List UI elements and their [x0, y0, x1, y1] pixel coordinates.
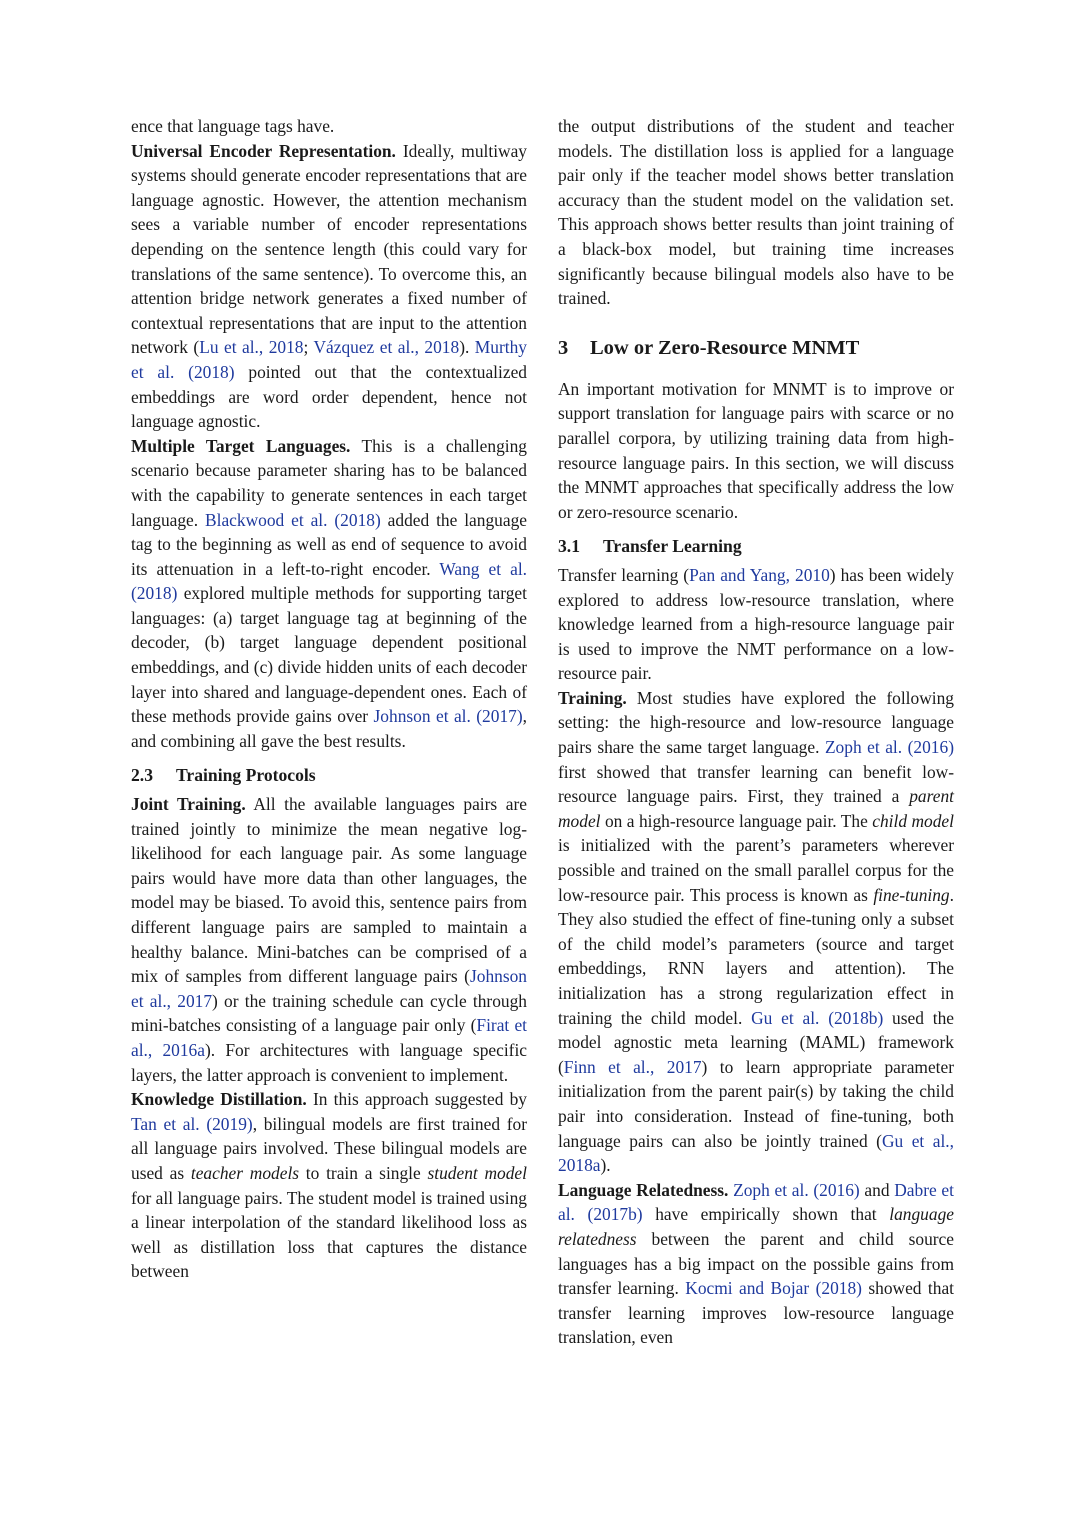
citation-link[interactable]: Lu et al., 2018	[199, 337, 304, 358]
citation-link[interactable]: Zoph et al. (2016)	[824, 737, 954, 758]
citation-link[interactable]: Murthy et al. (2018)	[131, 337, 527, 382]
citation-link[interactable]: Johnson et al. (2017)	[373, 706, 523, 727]
section-heading-2-3: 2.3 Training Protocols	[131, 765, 316, 786]
citation-link[interactable]: Finn et al., 2017	[563, 1056, 702, 1077]
citation-link[interactable]: Vázquez et al., 2018	[313, 337, 460, 358]
citation-link[interactable]: Firat et al., 2016a	[131, 1015, 527, 1060]
paragraph-knowledge-distillation: Knowledge Distillation. In this approach suggested by Tan et al. (2019), bilingual models are first trained for all language pairs involved. These bilingual models are used as teacher models to train a single student model for all language pairs. The student model is trained using a linear interpolation of the standard likelihood loss as well as distillation loss that captures the distance between	[131, 1089, 528, 1282]
run-in-heading: Training.	[558, 687, 627, 708]
citation-link[interactable]: Gu et al. (2018b)	[751, 1007, 884, 1028]
paragraph-training: Training. Most studies have explored the following setting: the high-resource and low-resource language pairs share the same target language. Zoph et al. (2016) first showed that transfer learning can benefit low-resource language pairs. First, they trained a parent model on a high-resource language pair. The child model is initialized with the parent’s parameters wherever possible and trained on the small parallel corpus for the low-resource pair. This process is known as fine-tuning. They also studied the effect of fine-tuning only a subset of the child model’s parameters (source and target embeddings, RNN layers and attention). The initialization has a strong regularization effect in training the child model. Gu et al. (2018b) used the model agnostic meta learning (MAML) framework (Finn et al., 2017) to learn appropriate parameter initialization from the parent pair(s) by taking the child pair into consideration. Instead of fine-tuning, both language pairs can also be jointly trained (Gu et al., 2018a).	[558, 687, 955, 1176]
run-in-heading: Knowledge Distillation.	[131, 1089, 307, 1110]
run-in-heading: Joint Training.	[131, 794, 246, 815]
paragraph-transfer-learning: Transfer learning (Pan and Yang, 2010) has been widely explored to address low-resource translation, where knowledge learned from a high-resource language pair is used to improve the NMT performance on a low-resource pair.	[558, 564, 954, 684]
paragraph-universal-encoder: Universal Encoder Representation. Ideally, multiway systems should generate encoder representations that are language agnostic. However, the attention mechanism sees a variable number of encoder representations depending on the sentence length (this could vary for translations of the same sentence). To overcome this, an attention bridge network generates a fixed number of contextual representations that are input to the attention network (Lu et al., 2018; Vázquez et al., 2018). Murthy et al. (2018) pointed out that the contextualized embeddings are word order dependent, hence not language agnostic.	[131, 140, 527, 432]
citation-link[interactable]: Zoph et al. (2016)	[733, 1179, 860, 1200]
citation-link[interactable]: Dabre et al. (2017b)	[558, 1179, 954, 1225]
citation-link[interactable]: Johnson et al., 2017	[131, 966, 527, 1011]
section-heading-3-1: 3.1 Transfer Learning	[558, 536, 742, 557]
paragraph-language-relatedness: Language Relatedness. Zoph et al. (2016) and Dabre et al. (2017b) have empirically shown that language relatedness between the parent and child source languages has a big impact on the possible gains from transfer learning. Kocmi and Bojar (2018) showed that transfer learning improves low-resource language translation, even	[558, 1179, 954, 1348]
paragraph-multiple-target: Multiple Target Languages. This is a challenging scenario because parameter sharing has to be balanced with the capability to generate sentences in each target language. Blackwood et al. (2018) added the language tag to the beginning as well as end of sequence to avoid its attenuation in a left-to-right encoder. Wang et al. (2018) explored multiple methods for supporting target languages: (a) target language tag at beginning of the decoder, (b) target language dependent positional embeddings, and (c) divide hidden units of each decoder layer into shared and language-dependent ones. Each of these methods provide gains over Johnson et al. (2017), and combining all gave the best results.	[131, 435, 527, 751]
citation-link[interactable]: Wang et al. (2018)	[131, 558, 527, 604]
paragraph-continuation: ence that language tags have.	[131, 116, 335, 136]
paragraph-joint-training: Joint Training. All the available languages pairs are trained jointly to minimize the mean negative log-likelihood for each language pair. As some language pairs would have more data than other languages, the model may be biased. To avoid this, sentence pairs from different language pairs are sampled to maintain a healthy balance. Mini-batches can be comprised of a mix of samples from different language pairs (Johnson et al., 2017) or the training schedule can cycle through mini-batches consisting of a language pair only (Firat et al., 2016a). For architectures with language specific layers, the latter approach is convenient to implement.	[131, 794, 527, 1085]
run-in-heading: Multiple Target Languages.	[131, 435, 351, 456]
run-in-heading: Universal Encoder Representation.	[131, 140, 396, 161]
citation-link[interactable]: Gu et al., 2018a	[558, 1130, 954, 1176]
paragraph-continuation: the output distributions of the student and teacher models. The distillation loss is applied for a language pair only if the teacher model shows better translation accuracy than the student model on the validation set. This approach shows better results than joint training of a black-box model, but training time increases significantly because bilingual models also have to be trained.	[558, 116, 954, 309]
citation-link[interactable]: Blackwood et al. (2018)	[205, 509, 381, 530]
left-column	[131, 114, 527, 1284]
citation-link[interactable]: Kocmi and Bojar (2018)	[685, 1278, 862, 1299]
paragraph-intro: An important motivation for MNMT is to improve or support translation for language pairs with scarce or no parallel corpora, by utilizing training data from high-resource language pairs. In this section, we will discuss the MNMT approaches that specifically address the low or zero-resource scenario.	[558, 378, 954, 522]
citation-link[interactable]: Pan and Yang, 2010	[689, 564, 830, 585]
right-column	[558, 114, 954, 1350]
section-heading-3: 3 Low or Zero-Resource MNMT	[558, 336, 860, 359]
citation-link[interactable]: Tan et al. (2019)	[131, 1113, 253, 1134]
run-in-heading: Language Relatedness.	[558, 1179, 729, 1200]
